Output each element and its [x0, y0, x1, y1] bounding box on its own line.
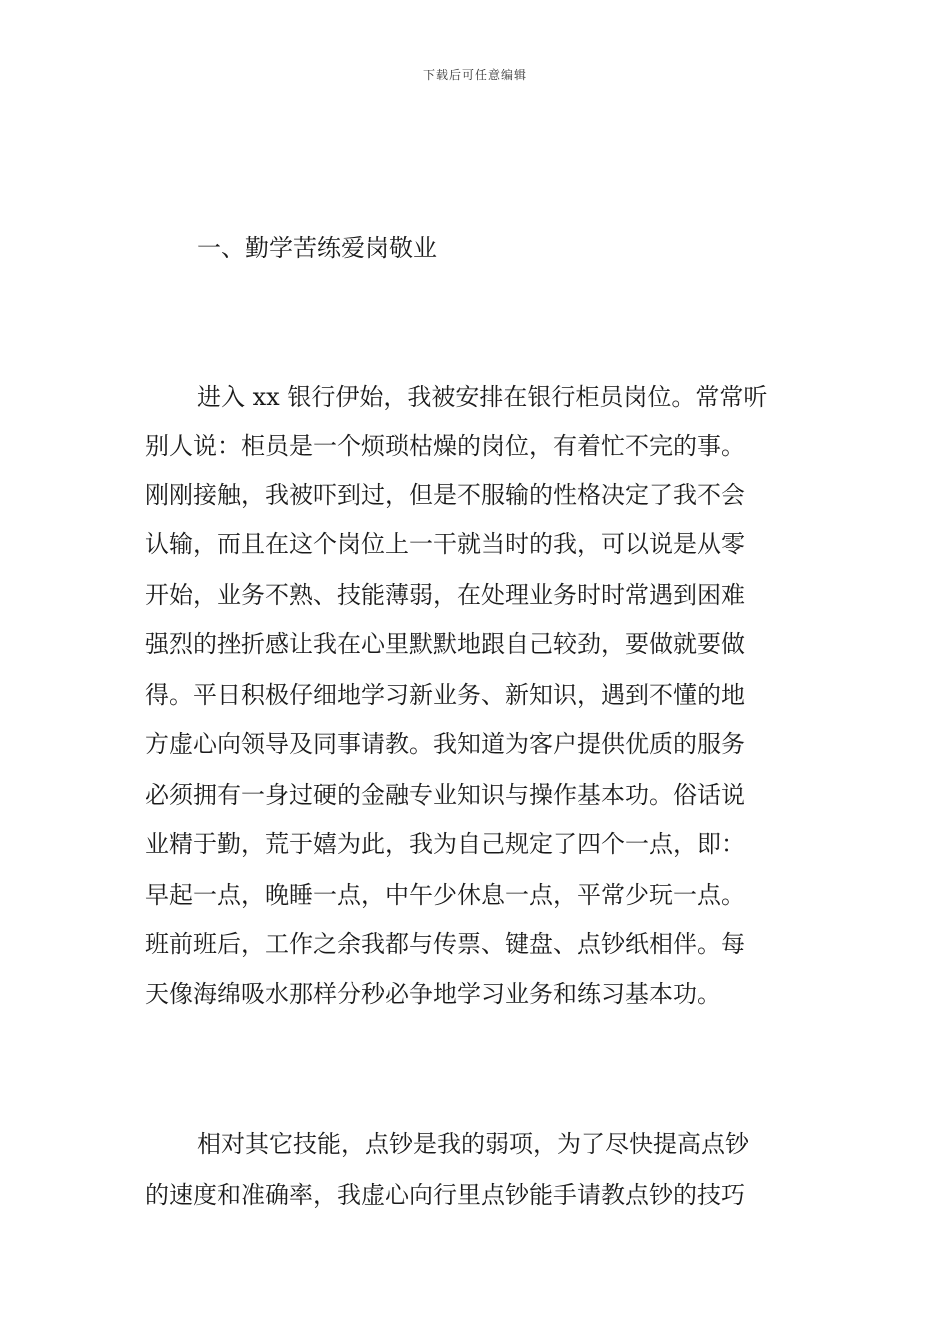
- paragraph-1-line-5: 开始，业务不熟、技能薄弱，在处理业务时时常遇到困难: [145, 581, 745, 609]
- paragraph-1-line-10: 业精于勤，荒于嬉为此，我为自己规定了四个一点，即：: [145, 830, 745, 858]
- paragraph-1-line-1: 进入 xx 银行伊始，我被安排在银行柜员岗位。常常听: [197, 383, 768, 411]
- paragraph-1-line-7: 得。平日积极仔细地学习新业务、新知识，遇到不懂的地: [145, 681, 745, 709]
- paragraph-1-line-3: 刚刚接触，我被吓到过，但是不服输的性格决定了我不会: [145, 481, 745, 509]
- paragraph-1-line-9: 必须拥有一身过硬的金融专业知识与操作基本功。俗话说: [145, 781, 745, 809]
- header-note: 下载后可任意编辑: [422, 68, 527, 82]
- paragraph-2-line-1: 相对其它技能，点钞是我的弱项，为了尽快提高点钞: [197, 1130, 749, 1158]
- paragraph-1-line-12: 班前班后，工作之余我都与传票、键盘、点钞纸相伴。每: [145, 930, 745, 958]
- paragraph-1-line-13: 天像海绵吸水那样分秒必争地学习业务和练习基本功。: [145, 980, 721, 1008]
- paragraph-1-line-4: 认输，而且在这个岗位上一干就当时的我，可以说是从零: [145, 530, 745, 558]
- paragraph-1-line-8: 方虚心向领导及同事请教。我知道为客户提供优质的服务: [145, 730, 745, 758]
- paragraph-2-line-2: 的速度和准确率，我虚心向行里点钞能手请教点钞的技巧: [145, 1181, 745, 1209]
- section-heading: 一、勤学苦练爱岗敬业: [197, 234, 437, 262]
- paragraph-1-line-2: 别人说：柜员是一个烦琐枯燥的岗位，有着忙不完的事。: [145, 432, 745, 460]
- paragraph-1-line-6: 强烈的挫折感让我在心里默默地跟自己较劲，要做就要做: [145, 630, 745, 658]
- paragraph-1-line-11: 早起一点，晚睡一点，中午少休息一点，平常少玩一点。: [145, 881, 745, 909]
